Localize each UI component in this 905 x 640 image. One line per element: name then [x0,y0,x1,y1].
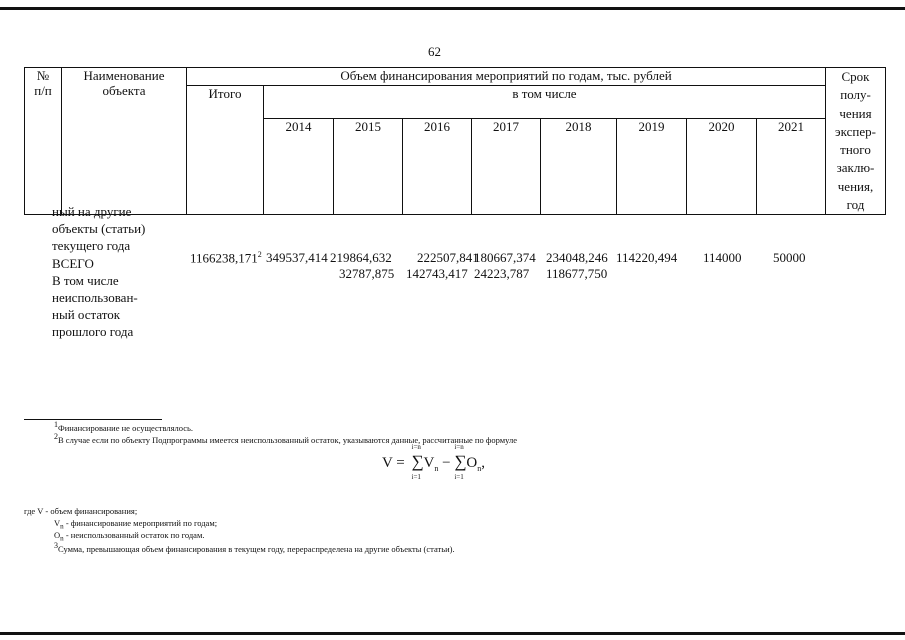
year-header: 2017 [472,119,541,215]
value-2017: 180667,374 [474,250,536,265]
year-header: 2021 [757,119,826,215]
year-header: 2016 [403,119,472,215]
object-name-cell: ный на другие объекты (статьи) текущего года ВСЕГО В том числе неиспользован- ный остаток прошлого года [52,204,146,340]
total-value: 1166238,171$^2$ [190,250,262,266]
unused-2018: 118677,750 [546,266,608,281]
formula-where: где V - объем финансирования; [24,506,138,516]
year-header: 2014 [264,119,334,215]
col-name-header: Наименование объекта [62,68,187,215]
unused-2016: 142743,417 [406,266,468,281]
col-funding-header: Объем финансирования мероприятий по годам, тыс. рублей [187,68,826,86]
col-term-header: Срок полу- чения экспер- тного заклю- чения, год [826,68,886,215]
year-header: 2018 [541,119,617,215]
col-including-header: в том числе [264,86,826,119]
col-total-header: Итого [187,86,264,215]
unused-2015: 32787,875 [339,266,395,281]
footnote-1: $^1$Финансирование не осуществлялось. [54,420,193,433]
value-2014: 349537,414 [266,250,328,265]
funding-table-header [24,67,886,215]
page-number: 62 [428,44,441,59]
formula-on-definition: $O_n$ - неиспользованный остаток по годам. [54,530,205,543]
value-2021: 50000 [773,250,806,265]
footnote-3: $^3$Сумма, превышающая объем финансирования в текущем году, перераспределена на другие объекты (статьи). [54,541,455,554]
value-2018: 234048,246 [546,250,608,265]
formula: V = i=n ∑ i=1 $V_n$ − i=n ∑ i=1 $O_n$, [382,443,485,481]
year-header: 2019 [617,119,687,215]
unused-2017: 24223,787 [474,266,530,281]
top-border [0,7,905,10]
footnote-2: $^2$В случае если по объекту Подпрограммы имеется неиспользованный остаток, указываются данные, рассчитанные по формуле [54,432,517,445]
year-header: 2015 [334,119,403,215]
value-2016: 222507,841 [417,250,479,265]
value-2020: 114000 [703,250,742,265]
value-2015: 219864,632 [330,250,392,265]
year-header: 2020 [687,119,757,215]
bottom-border [0,632,905,635]
formula-vn-definition: $V_n$ - финансирование мероприятий по годам; [54,518,218,531]
col-number-header: № п/п [25,68,62,215]
value-2019: 114220,494 [616,250,678,265]
